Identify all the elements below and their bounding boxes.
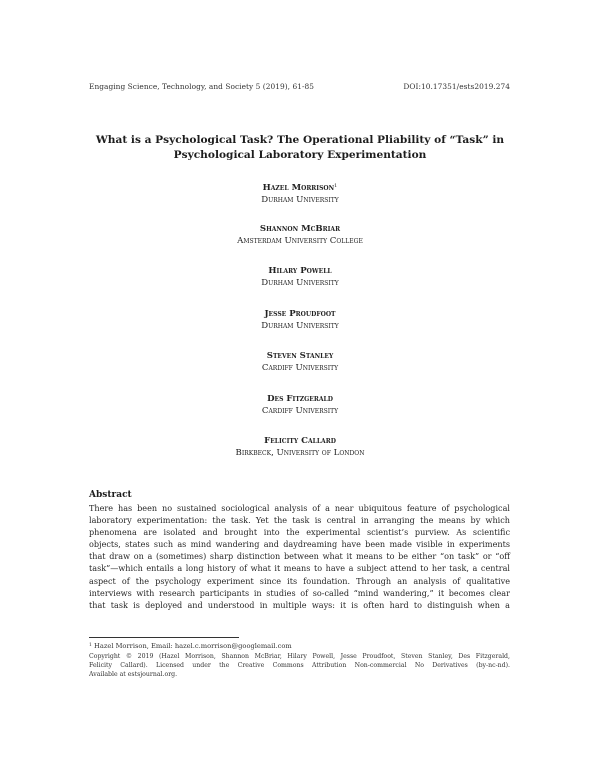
author-name: Felicity Callard <box>264 436 336 446</box>
footnotes <box>89 641 510 679</box>
author-name: Des Fitzgerald <box>267 393 333 404</box>
title-line: What is a Psychological Task? The Operational Pliability of “Task” in <box>95 134 505 146</box>
abstract-body <box>89 502 510 611</box>
abstract-line: aspect of the psychology experiment since its foundation. Through an analysis of qualitative <box>89 575 510 586</box>
author-name: Hazel Morrison <box>262 183 335 193</box>
title-line: Psychological Laboratory Experimentation <box>173 149 427 161</box>
doi-link[interactable]: DOI:10.17351/ests2019.274 <box>403 82 510 91</box>
footnote-marker: 1 <box>334 183 338 189</box>
copyright-notice <box>89 652 510 679</box>
author-affiliation: Durham University <box>261 320 339 331</box>
copyright-line: Copyright © 2019 (Hazel Morrison, Shannon McBriar, Hilary Powell, Jesse Proudfoot, Steven Stanley, Des Fitzgerald, <box>89 652 510 660</box>
abstract-line: task”—which entails a long history of what it means to have a subject attend to her task, a central <box>89 563 510 574</box>
author-name: Shannon McBriar <box>259 223 341 234</box>
author-affiliation: Cardiff University <box>261 405 339 416</box>
footnote-marker: 1 <box>89 643 92 648</box>
journal-citation: Engaging Science, Technology, and Society 5 (2019), 61-85 <box>89 82 315 91</box>
author-name: Hilary Powell <box>268 266 332 276</box>
copyright-line: Felicity Callard). Licensed under the Creative Commons Attribution Non-commercial No Derivatives (by-nc-nd). <box>89 661 510 669</box>
author-block <box>0 180 600 223</box>
footnote-email: Hazel Morrison, Email: hazel.c.morrison@googlemail.com <box>94 642 292 650</box>
author-affiliation: Durham University <box>261 195 339 205</box>
author-affiliation: Durham University <box>261 278 339 288</box>
author-block <box>0 265 600 308</box>
author-block <box>0 393 600 436</box>
author-affiliation: Cardiff University <box>261 363 339 373</box>
abstract-line: laboratory experimentation: the task. Yet the task is central in arranging the means by which <box>89 515 510 526</box>
author-block <box>0 223 600 266</box>
paper-title <box>80 133 520 163</box>
abstract-line: that draw on a (sometimes) sharp distinction between what it means to be either “on task” or “off <box>89 551 510 562</box>
author-name: Steven Stanley <box>266 351 334 361</box>
abstract-line: objects, states such as mind wandering and daydreaming have been made visible in experiments <box>89 539 510 550</box>
author-block <box>0 350 600 393</box>
author-name: Jesse Proudfoot <box>264 308 336 319</box>
author-affiliation: Amsterdam University College <box>237 235 363 246</box>
copyright-line: Available at estsjournal.org. <box>89 670 178 678</box>
abstract-heading: Abstract <box>89 490 132 500</box>
abstract-line: that task is deployed and understood in multiple ways: it is often hard to distinguish when a <box>89 599 510 610</box>
abstract-line: interviews with research participants in studies of so-called “mind wandering,” it becomes clear <box>89 587 510 598</box>
author-list <box>0 180 600 478</box>
abstract-section <box>89 489 510 611</box>
author-affiliation: Birkbeck, University of London <box>235 448 365 458</box>
abstract-line: There has been no sustained sociological analysis of a near ubiquitous feature of psychological <box>89 503 510 513</box>
author-block <box>0 435 600 478</box>
abstract-line: phenomena are isolated and brought into the experimental scientist’s purview. As scientific <box>89 527 510 538</box>
author-block <box>0 308 600 351</box>
footnote-divider <box>89 637 239 638</box>
